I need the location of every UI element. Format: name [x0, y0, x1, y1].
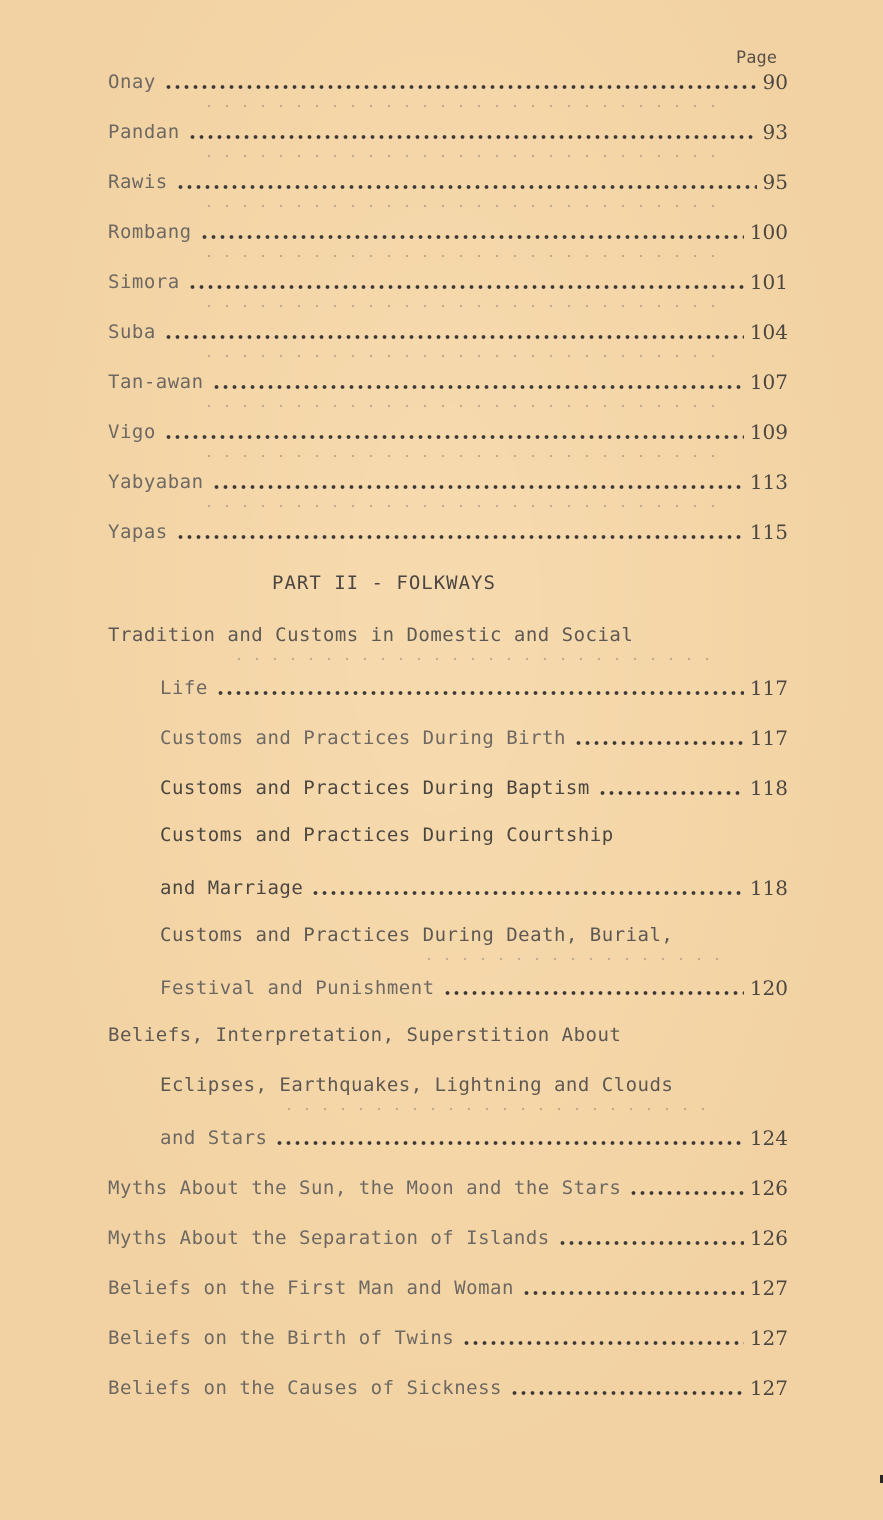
toc-entry-page: 95	[762, 170, 788, 194]
dot-leader	[275, 1124, 743, 1152]
toc-entry-page: 100	[749, 220, 788, 244]
courtship-heading-line1: Customs and Practices During Courtship	[160, 824, 614, 846]
toc-entry-page: 107	[749, 370, 788, 394]
faint-marks	[200, 453, 720, 459]
toc-entry-page: 120	[749, 976, 788, 1000]
toc-entry-courtship	[160, 874, 788, 902]
faint-marks	[200, 103, 720, 109]
toc-entry-page: 115	[749, 520, 788, 544]
faint-marks	[200, 203, 720, 209]
toc-entry-myths-islands	[108, 1224, 788, 1252]
toc-entry-page: 118	[749, 876, 788, 900]
toc-entry-page: 101	[749, 270, 788, 294]
faint-marks	[200, 303, 720, 309]
toc-entry-yapas	[108, 518, 788, 546]
toc-entry-page: 126	[749, 1226, 788, 1250]
beliefs-heading-line2: Eclipses, Earthquakes, Lightning and Clouds	[160, 1074, 674, 1096]
faint-marks	[200, 353, 720, 359]
dot-leader	[558, 1224, 744, 1252]
toc-entry-title: and Marriage	[160, 877, 304, 899]
toc-entry-title: Beliefs on the First Man and Woman	[108, 1277, 514, 1299]
toc-entry-title: Customs and Practices During Birth	[160, 727, 566, 749]
toc-entry-twins	[108, 1324, 788, 1352]
dot-leader	[629, 1174, 743, 1202]
faint-marks	[230, 656, 720, 662]
dot-leader	[443, 974, 744, 1002]
toc-entry-page: 113	[749, 470, 788, 494]
toc-entry-page: 109	[749, 420, 788, 444]
dot-leader	[164, 68, 757, 96]
toc-entry-page: 127	[749, 1376, 788, 1400]
page-column-label: Page	[736, 48, 777, 68]
toc-entry-title: Tan-awan	[108, 371, 204, 393]
toc-entry-title: Simora	[108, 271, 180, 293]
part-two-heading: PART II - FOLKWAYS	[272, 572, 496, 594]
toc-entry-rombang	[108, 218, 788, 246]
toc-entry-page: 118	[749, 776, 788, 800]
faint-marks	[420, 956, 720, 962]
toc-entry-simora	[108, 268, 788, 296]
toc-entry-page: 90	[762, 70, 788, 94]
toc-entry-death	[160, 974, 788, 1002]
dot-leader	[176, 168, 757, 196]
toc-entry-title: Myths About the Separation of Islands	[108, 1227, 550, 1249]
toc-entry-page: 127	[749, 1276, 788, 1300]
dot-leader	[164, 418, 744, 446]
dot-leader	[200, 218, 744, 246]
toc-entry-onay	[108, 68, 788, 96]
toc-entry-title: Onay	[108, 71, 156, 93]
tradition-heading-line1: Tradition and Customs in Domestic and Social	[108, 624, 634, 646]
toc-entry-title: Yapas	[108, 521, 168, 543]
toc-entry-title: and Stars	[160, 1127, 268, 1149]
dot-leader	[574, 724, 744, 752]
toc-entry-birth	[160, 724, 788, 752]
toc-entry-page: 124	[749, 1126, 788, 1150]
toc-entry-baptism	[160, 774, 788, 802]
toc-entry-suba	[108, 318, 788, 346]
beliefs-heading-line1: Beliefs, Interpretation, Superstition About	[108, 1024, 622, 1046]
toc-entry-pandan	[108, 118, 788, 146]
toc-entry-tan-awan	[108, 368, 788, 396]
faint-marks	[200, 253, 720, 259]
toc-entry-first-man	[108, 1274, 788, 1302]
toc-entry-page: 117	[749, 676, 788, 700]
toc-entry-tradition	[160, 674, 788, 702]
dot-leader	[212, 468, 744, 496]
toc-entry-title: Beliefs on the Birth of Twins	[108, 1327, 455, 1349]
toc-entry-sickness	[108, 1374, 788, 1402]
toc-entry-title: Festival and Punishment	[160, 977, 435, 999]
toc-entry-title: Rawis	[108, 171, 168, 193]
toc-entry-title: Pandan	[108, 121, 180, 143]
toc-entry-page: 127	[749, 1326, 788, 1350]
faint-marks	[280, 1106, 720, 1112]
toc-entry-beliefs	[160, 1124, 788, 1152]
faint-marks	[200, 153, 720, 159]
faint-marks	[200, 503, 720, 509]
faint-marks	[200, 403, 720, 409]
dot-leader	[311, 874, 744, 902]
dot-leader	[510, 1374, 744, 1402]
toc-entry-title: Suba	[108, 321, 156, 343]
dot-leader	[188, 118, 757, 146]
toc-entry-page: 93	[762, 120, 788, 144]
dot-leader	[164, 318, 744, 346]
dot-leader	[598, 774, 744, 802]
dot-leader	[462, 1324, 744, 1352]
toc-entry-title: Yabyaban	[108, 471, 204, 493]
toc-entry-title: Myths About the Sun, the Moon and the Stars	[108, 1177, 622, 1199]
dot-leader	[216, 674, 744, 702]
toc-entry-page: 104	[749, 320, 788, 344]
toc-entry-yabyaban	[108, 468, 788, 496]
toc-entry-myths-sun	[108, 1174, 788, 1202]
toc-entry-title: Beliefs on the Causes of Sickness	[108, 1377, 502, 1399]
toc-entry-title: Life	[160, 677, 208, 699]
toc-entry-vigo	[108, 418, 788, 446]
dot-leader	[522, 1274, 744, 1302]
toc-entry-title: Customs and Practices During Baptism	[160, 777, 590, 799]
toc-entry-page: 117	[749, 726, 788, 750]
dot-leader	[212, 368, 744, 396]
dot-leader	[176, 518, 744, 546]
dot-leader	[188, 268, 744, 296]
toc-entry-title: Rombang	[108, 221, 192, 243]
toc-entry-rawis	[108, 168, 788, 196]
toc-entry-title: Vigo	[108, 421, 156, 443]
death-heading-line1: Customs and Practices During Death, Burial,	[160, 924, 674, 946]
toc-entry-page: 126	[749, 1176, 788, 1200]
